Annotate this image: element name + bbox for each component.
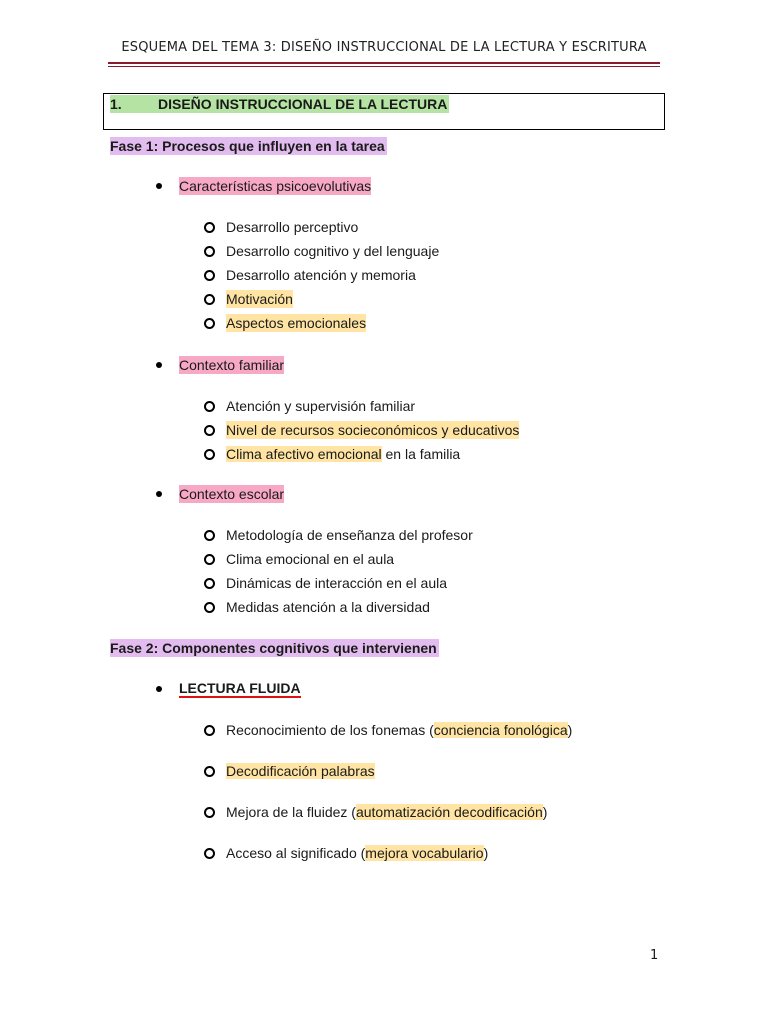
section-number: 1. bbox=[110, 96, 122, 112]
document-header: ESQUEMA DEL TEMA 3: DISEÑO INSTRUCCIONAL DE LA LECTURA Y ESCRITURA bbox=[121, 40, 647, 55]
circle-bullet-icon bbox=[204, 294, 215, 305]
circle-bullet-icon bbox=[204, 222, 215, 233]
phase-2-title: Fase 2: Componentes cognitivos que intervienen bbox=[110, 640, 437, 656]
circle-bullet-icon bbox=[204, 401, 215, 412]
circle-bullet-icon bbox=[204, 578, 215, 589]
circle-bullet-icon bbox=[204, 848, 215, 859]
circle-bullet-icon bbox=[204, 554, 215, 565]
circle-bullet-icon bbox=[204, 246, 215, 257]
bullet-dot-icon bbox=[156, 362, 162, 368]
circle-bullet-icon bbox=[204, 449, 215, 460]
circle-bullet-icon bbox=[204, 725, 215, 736]
section-title bbox=[110, 95, 449, 113]
circle-bullet-icon bbox=[204, 530, 215, 541]
circle-bullet-icon bbox=[204, 766, 215, 777]
page-number: 1 bbox=[650, 948, 659, 963]
bullet-dot-icon bbox=[156, 686, 162, 692]
circle-bullet-icon bbox=[204, 602, 215, 613]
header-rule-thick bbox=[108, 62, 660, 64]
group-label: LECTURA FLUIDA bbox=[179, 680, 301, 696]
circle-bullet-icon bbox=[204, 318, 215, 329]
bullet-dot-icon bbox=[156, 183, 162, 189]
section-title-text: DISEÑO INSTRUCCIONAL DE LA LECTURA bbox=[158, 96, 448, 112]
circle-bullet-icon bbox=[204, 425, 215, 436]
phase-1-title: Fase 1: Procesos que influyen en la tarea bbox=[110, 138, 385, 154]
header-rule-thin bbox=[108, 66, 660, 67]
bullet-dot-icon bbox=[156, 491, 162, 497]
group-label: Contexto escolar bbox=[179, 486, 285, 502]
group-label: Características psicoevolutivas bbox=[179, 178, 372, 194]
circle-bullet-icon bbox=[204, 807, 215, 818]
group-label: Contexto familiar bbox=[179, 357, 285, 373]
circle-bullet-icon bbox=[204, 270, 215, 281]
